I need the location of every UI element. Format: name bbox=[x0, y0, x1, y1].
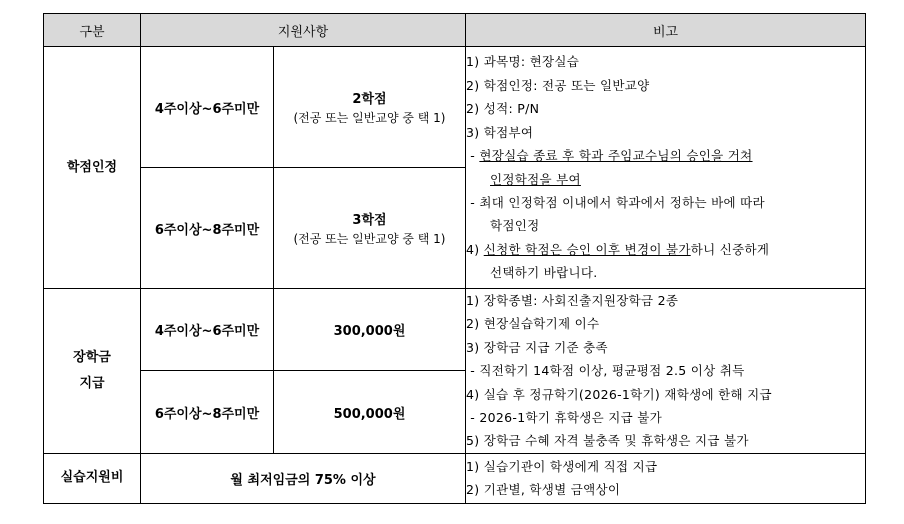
scholarship-notes bbox=[466, 289, 866, 454]
note-dash: - bbox=[466, 148, 480, 164]
support-notes bbox=[466, 453, 866, 503]
note-line: 2) 학점인정: 전공 또는 일반교양 bbox=[466, 77, 650, 93]
header-support: 지원사항 bbox=[141, 14, 466, 47]
credit-period-2: 6주이상~8주미만 bbox=[141, 168, 274, 289]
header-remarks: 비고 bbox=[466, 14, 866, 47]
table-header-row bbox=[44, 14, 866, 47]
support-value bbox=[141, 453, 466, 503]
scholarship-value-2 bbox=[274, 371, 466, 453]
scholarship-category bbox=[44, 289, 141, 454]
note-line: - 직전학기 14학점 이상, 평균평점 2.5 이상 취득 bbox=[466, 363, 745, 379]
credit-value-main: 2학점 bbox=[352, 92, 387, 107]
scholarship-category-line2: 지급 bbox=[79, 375, 105, 391]
credit-value-sub: (전공 또는 일반교양 중 택 1) bbox=[293, 111, 446, 125]
support-row bbox=[44, 453, 866, 503]
scholarship-row-1 bbox=[44, 289, 866, 371]
note-line: 1) 실습기관이 학생에게 직접 지급 bbox=[466, 458, 658, 474]
note-line: 3) 장학금 지급 기준 충족 bbox=[466, 339, 608, 355]
credit-value-2 bbox=[274, 168, 466, 289]
credit-notes bbox=[466, 47, 866, 289]
note-line bbox=[466, 144, 865, 167]
note-line: - 2026-1학기 휴학생은 지급 불가 bbox=[466, 410, 663, 426]
note-line bbox=[466, 238, 865, 261]
support-table bbox=[43, 13, 866, 504]
note-line: 1) 장학종별: 사회진출지원장학금 2종 bbox=[466, 293, 679, 308]
note-suffix: 하니 신중하게 bbox=[690, 241, 770, 257]
note-line bbox=[466, 168, 865, 191]
credit-category: 학점인정 bbox=[44, 47, 141, 289]
credit-value-main: 3학점 bbox=[352, 213, 387, 228]
scholarship-period-2: 6주이상~8주미만 bbox=[141, 371, 274, 453]
note-line: 5) 장학금 수혜 자격 불충족 및 휴학생은 지급 불가 bbox=[466, 433, 749, 449]
credit-value-1 bbox=[274, 47, 466, 168]
note-underlined: 신청한 학점은 승인 이후 변경이 불가 bbox=[483, 241, 691, 257]
scholarship-period-1: 4주이상~6주미만 bbox=[141, 289, 274, 371]
note-line: 3) 학점부여 bbox=[466, 124, 534, 140]
note-line: - 최대 인정학점 이내에서 학과에서 정하는 바에 따라 bbox=[466, 194, 765, 210]
credit-period-1: 4주이상~6주미만 bbox=[141, 47, 274, 168]
scholarship-amount: 300,000원 bbox=[333, 324, 406, 340]
note-underlined: 현장실습 종료 후 학과 주임교수님의 승인을 거쳐 bbox=[479, 148, 753, 164]
note-line: 2) 현장실습학기제 이수 bbox=[466, 316, 600, 332]
support-value-text: 월 최저임금의 75% 이상 bbox=[230, 472, 376, 488]
credit-value-sub: (전공 또는 일반교양 중 택 1) bbox=[293, 232, 446, 246]
scholarship-category-line1: 장학금 bbox=[73, 349, 111, 365]
note-line: 4) 실습 후 정규학기(2026-1학기) 재학생에 한해 지급 bbox=[466, 386, 772, 402]
note-line: 2) 기관별, 학생별 금액상이 bbox=[466, 482, 621, 498]
note-line: 학점인정 bbox=[490, 218, 540, 234]
note-line: 2) 성적: P/N bbox=[466, 101, 540, 117]
scholarship-value-1 bbox=[274, 289, 466, 371]
note-prefix: 4) bbox=[466, 241, 484, 257]
note-line: 선택하기 바랍니다. bbox=[490, 265, 598, 281]
support-category: 실습지원비 bbox=[44, 453, 141, 503]
scholarship-amount: 500,000원 bbox=[333, 406, 406, 422]
credit-row-1 bbox=[44, 47, 866, 168]
header-category: 구분 bbox=[44, 14, 141, 47]
note-line: 1) 과목명: 현장실습 bbox=[466, 54, 580, 70]
note-underlined: 인정학점을 부여 bbox=[490, 171, 581, 187]
